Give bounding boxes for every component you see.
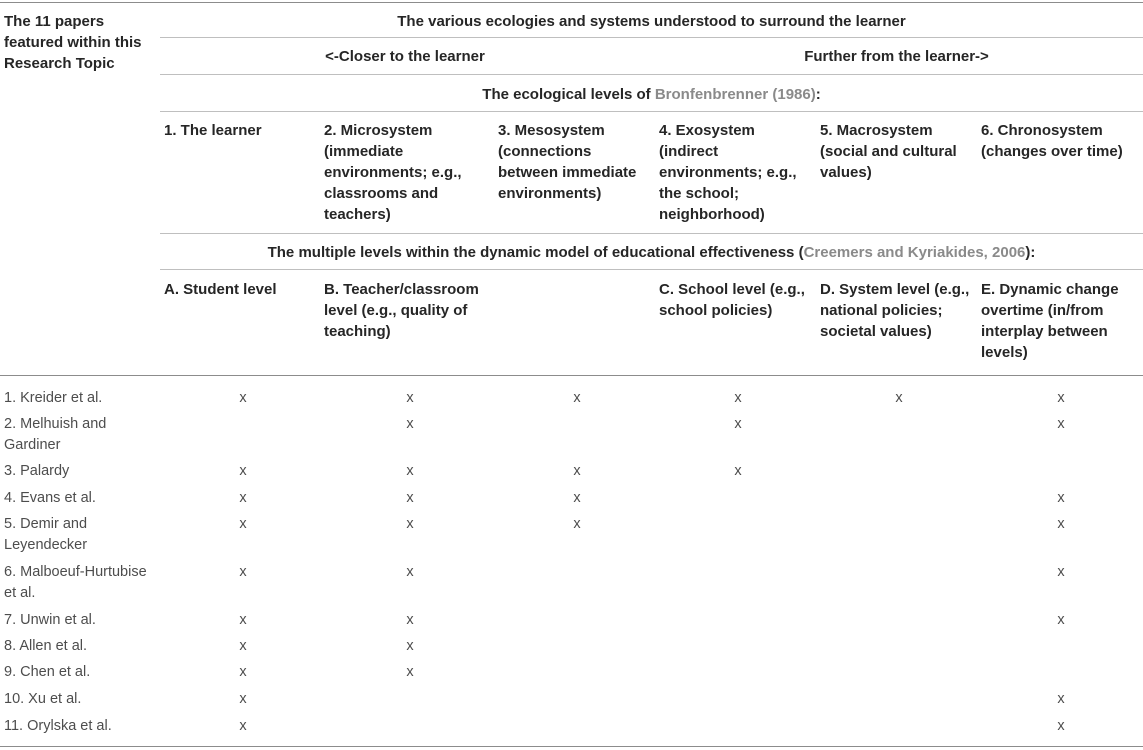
row-paper-name: 9. Chen et al. [4, 664, 91, 680]
dyn-level-a: A. Student level [164, 281, 277, 298]
bronfenbrenner-heading [160, 84, 1143, 105]
row-paper-name: 10. Xu et al. [4, 691, 82, 707]
coverage-mark: x [406, 664, 414, 680]
coverage-mark: x [406, 463, 414, 479]
coverage-mark: x [239, 564, 247, 580]
coverage-mark: x [239, 463, 247, 479]
coverage-mark: x [406, 516, 414, 532]
coverage-mark: x [1057, 612, 1065, 628]
row-paper-name: 11. Orylska et al. [4, 718, 112, 734]
row-paper-name: 6. Malboeuf-Hurtubise et al. [4, 564, 147, 601]
eco-level-2: 2. Microsystem (immediate environments; e.g., classrooms and teachers) [324, 122, 462, 223]
divider [160, 111, 1143, 112]
closer-label: <-Closer to the learner [325, 48, 485, 65]
coverage-mark: x [239, 390, 247, 406]
coverage-mark: x [1057, 564, 1065, 580]
row-paper-name: 3. Palardy [4, 463, 70, 479]
coverage-mark: x [1057, 718, 1065, 734]
dynamic-model-heading [160, 242, 1143, 263]
coverage-mark: x [239, 691, 247, 707]
coverage-mark: x [406, 638, 414, 654]
coverage-mark: x [239, 718, 247, 734]
dyn-level-c: C. School level (e.g., school policies) [659, 281, 805, 319]
bottom-rule [0, 746, 1143, 747]
coverage-mark: x [406, 564, 414, 580]
dyn-level-b: B. Teacher/classroom level (e.g., quality of teaching) [324, 281, 479, 340]
coverage-mark: x [239, 638, 247, 654]
row-paper-name: 1. Kreider et al. [4, 390, 103, 406]
divider [160, 74, 1143, 75]
dynamic-suffix: ): [1025, 244, 1036, 261]
divider [160, 269, 1143, 270]
coverage-mark: x [895, 390, 903, 406]
coverage-mark: x [239, 612, 247, 628]
coverage-mark: x [573, 463, 581, 479]
divider [160, 37, 1143, 38]
eco-level-4: 4. Exosystem (indirect environments; e.g., the school; neighborhood) [659, 122, 797, 223]
row-paper-name: 2. Melhuish and Gardiner [4, 416, 107, 453]
coverage-mark: x [406, 612, 414, 628]
coverage-mark: x [734, 463, 742, 479]
dyn-level-e: E. Dynamic change overtime (in/from interplay between levels) [981, 281, 1119, 361]
row-paper-name: 7. Unwin et al. [4, 612, 96, 628]
coverage-mark: x [734, 390, 742, 406]
dyn-level-d: D. System level (e.g., national policies; societal values) [820, 281, 970, 340]
coverage-mark: x [1057, 416, 1065, 432]
coverage-mark: x [406, 416, 414, 432]
divider [160, 233, 1143, 234]
row-paper-name: 8. Allen et al. [4, 638, 88, 654]
eco-level-6: 6. Chronosystem (changes over time) [981, 122, 1123, 160]
bronfenbrenner-reference[interactable]: Bronfenbrenner (1986) [654, 86, 816, 103]
coverage-mark: x [1057, 691, 1065, 707]
bronfenbrenner-prefix: The ecological levels of [482, 86, 655, 103]
coverage-mark: x [406, 490, 414, 506]
eco-level-1: 1. The learner [164, 122, 262, 139]
coverage-mark: x [239, 516, 247, 532]
dynamic-prefix: The multiple levels within the dynamic model of educational effectiveness ( [267, 244, 804, 261]
coverage-mark: x [573, 516, 581, 532]
coverage-mark: x [406, 390, 414, 406]
top-title: The various ecologies and systems understood to surround the learner [397, 13, 906, 30]
row-paper-name: 4. Evans et al. [4, 490, 96, 506]
coverage-mark: x [734, 416, 742, 432]
coverage-mark: x [239, 490, 247, 506]
further-label: Further from the learner-> [804, 48, 989, 65]
coverage-mark: x [573, 390, 581, 406]
eco-level-5: 5. Macrosystem (social and cultural values) [820, 122, 957, 181]
coverage-mark: x [1057, 490, 1065, 506]
bronfenbrenner-suffix: : [815, 86, 821, 103]
row-paper-name: 5. Demir and Leyendecker [4, 516, 88, 553]
coverage-mark: x [573, 490, 581, 506]
dynamic-reference[interactable]: Creemers and Kyriakides, 2006 [803, 244, 1026, 261]
coverage-mark: x [1057, 516, 1065, 532]
coverage-mark: x [1057, 390, 1065, 406]
eco-level-3: 3. Mesosystem (connections between immediate environments) [498, 122, 637, 202]
corner-header: The 11 papers featured within this Research Topic [4, 13, 142, 72]
header-bottom-rule [0, 375, 1143, 376]
coverage-mark: x [239, 664, 247, 680]
top-rule [0, 2, 1143, 3]
